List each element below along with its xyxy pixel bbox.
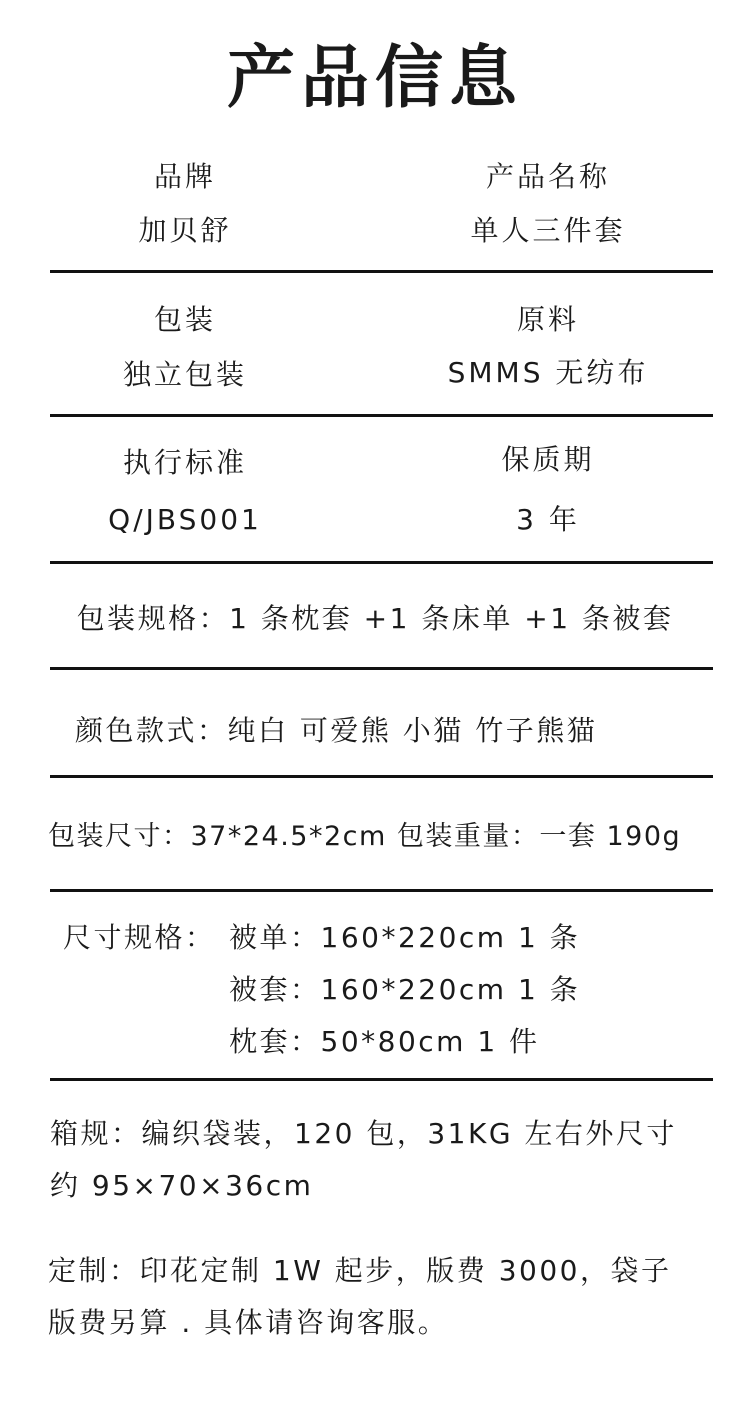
carton-spec-line: 箱规：编织袋装，120 包，31KG 左右外尺寸 (50, 1117, 677, 1150)
brand-value: 加贝舒 (138, 214, 232, 247)
divider (50, 1078, 713, 1081)
product-name-value: 单人三件套 (470, 214, 626, 247)
standard-value: Q/JBS001 (108, 503, 262, 536)
divider (50, 561, 713, 564)
material-value: SMMS 无纺布 (447, 356, 649, 389)
packing-spec: 包装规格：1 条枕套 +1 条床单 +1 条被套 (76, 602, 674, 635)
divider (50, 889, 713, 892)
package-size: 包装尺寸：37*24.5*2cm 包装重量：一套 190g (48, 821, 682, 852)
divider (50, 667, 713, 670)
size-spec-label: 尺寸规格： (63, 921, 216, 954)
divider (50, 414, 713, 417)
divider (50, 270, 713, 273)
material-label: 原料 (516, 303, 579, 336)
customization-line: 版费另算 . 具体请咨询客服。 (48, 1306, 449, 1339)
product-name-label: 产品名称 (485, 160, 610, 193)
packaging-value: 独立包装 (122, 358, 247, 391)
size-spec-item: 被套：160*220cm 1 条 (229, 973, 581, 1006)
carton-spec-line: 约 95×70×36cm (50, 1169, 314, 1202)
page-title: 产品信息 (226, 39, 523, 118)
brand-label: 品牌 (153, 160, 216, 193)
standard-label: 执行标准 (122, 446, 247, 479)
shelf-life-value: 3 年 (516, 503, 580, 536)
size-spec-item: 枕套：50*80cm 1 件 (229, 1025, 540, 1058)
shelf-life-label: 保质期 (501, 443, 595, 476)
packaging-label: 包装 (153, 303, 216, 336)
customization-line: 定制：印花定制 1W 起步，版费 3000，袋子 (48, 1254, 672, 1287)
divider (50, 775, 713, 778)
size-spec-item: 被单：160*220cm 1 条 (229, 921, 581, 954)
color-style: 颜色款式：纯白 可爱熊 小猫 竹子熊猫 (75, 714, 598, 747)
